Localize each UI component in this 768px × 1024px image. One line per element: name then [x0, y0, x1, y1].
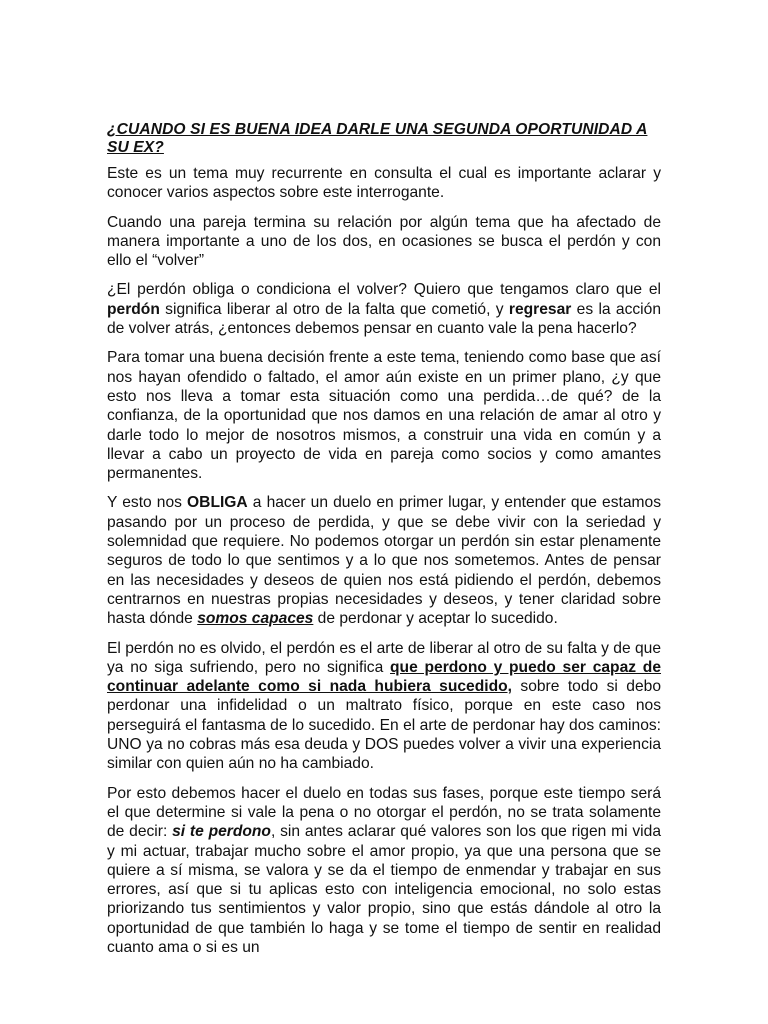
paragraph-3-text-3: es la acción de volver atrás, ¿entonces debemos pensar en cuanto vale la pena hacerlo?: [107, 300, 661, 338]
paragraph-5-text-1: Y esto nos: [107, 494, 188, 512]
paragraph-5-bold-obliga: OBLIGA: [187, 494, 248, 512]
paragraph-5-text-3: de perdonar y aceptar lo sucedido.: [313, 610, 558, 628]
paragraph-7-text-2: , sin antes aclarar qué valores son los que rigen mi vida y mi actuar, trabajar mucho sobre el amor propio, ya que una persona que se quiere a sí misma, se valora y se da el tiempo de enmendar y trabajar en sus errores, así que si tu aplicas esto con inteligencia emocional, no solo estas priorizando tus sentimientos y valor propio, sino que estás dándole al otro la oportunidad de que también lo haga y se tome el tiempo de sentir en realidad cuanto ama o si es un: [107, 823, 661, 956]
paragraph-7-emphasis-si-te-perdono: si te perdono: [172, 823, 271, 841]
paragraph-6-text-1: El perdón no es olvido, el perdón es el arte de liberar al otro de su falta y de que ya no siga sufriendo, pero no significa: [107, 639, 661, 676]
paragraph-3-text-2: significa liberar al otro de la falta que cometió, y: [159, 300, 509, 318]
paragraph-3-text-1: ¿El perdón obliga o condiciona el volver? Quiero que tengamos claro que el: [107, 281, 661, 299]
paragraph-3: [107, 280, 661, 338]
paragraph-4: Para tomar una buena decisión frente a este tema, teniendo como base que así nos hayan ofendido o faltado, el amor aún existe en un primer plano, ¿y que esto nos lleva a tomar esta situación como una perdida…de qué? de la confianza, de la oportunidad que nos damos en una relación de amar al otro y darle todo lo mejor de nosotros mismos, a construir una vida en común y a llevar a cabo un proyecto de vida en pareja como socios y como amantes permanentes.: [107, 349, 661, 483]
paragraph-6-text-2: sobre todo si debo perdonar una infidelidad o un maltrato físico, porque en este caso nos perseguirá el fantasma de lo sucedido. En el arte de perdonar hay dos caminos: UNO ya no cobras más esa deuda y DOS puedes volver a vivir una experiencia similar con quien aún no ha cambiado.: [107, 678, 661, 773]
paragraph-6: [107, 639, 661, 774]
paragraph-3-bold-regresar: regresar: [508, 300, 572, 318]
paragraph-7: [107, 784, 661, 958]
document-title: ¿CUANDO SI ES BUENA IDEA DARLE UNA SEGUNDA OPORTUNIDAD A SU EX?: [107, 121, 648, 156]
paragraph-5-text-2: a hacer un duelo en primer lugar, y entender que estamos pasando por un proceso de perdida, y que se debe vivir con la seriedad y solemnidad que requiere. No podemos otorgar un perdón sin estar plenamente seguros de todo lo que sentimos y a lo que nos sometemos. Antes de pensar en las necesidades y deseos de quien nos está pidiendo el perdón, debemos centrarnos en nuestras propias necesidades y deseos, y tener claridad sobre hasta dónde: [107, 494, 661, 628]
paragraph-1: Este es un tema muy recurrente en consulta el cual es importante aclarar y conocer varios aspectos sobre este interrogante.: [107, 165, 661, 202]
paragraph-6-emphasis-underlined: que perdono y puedo ser capaz de continuar adelante como si nada hubiera sucedido,: [107, 658, 662, 696]
paragraph-2: Cuando una pareja termina su relación por algún tema que ha afectado de manera importante a uno de los dos, en ocasiones se busca el perdón y con ello el “volver”: [107, 213, 661, 270]
paragraph-3-bold-perdon: perdón: [107, 300, 160, 318]
paragraph-5-emphasis-somos-capaces: somos capaces: [197, 610, 314, 628]
paragraph-7-text-1: Por esto debemos hacer el duelo en todas sus fases, porque este tiempo será el que determine si vale la pena o no otorgar el perdón, no se trata solamente de decir:: [107, 784, 661, 841]
paragraph-5: [107, 493, 661, 628]
